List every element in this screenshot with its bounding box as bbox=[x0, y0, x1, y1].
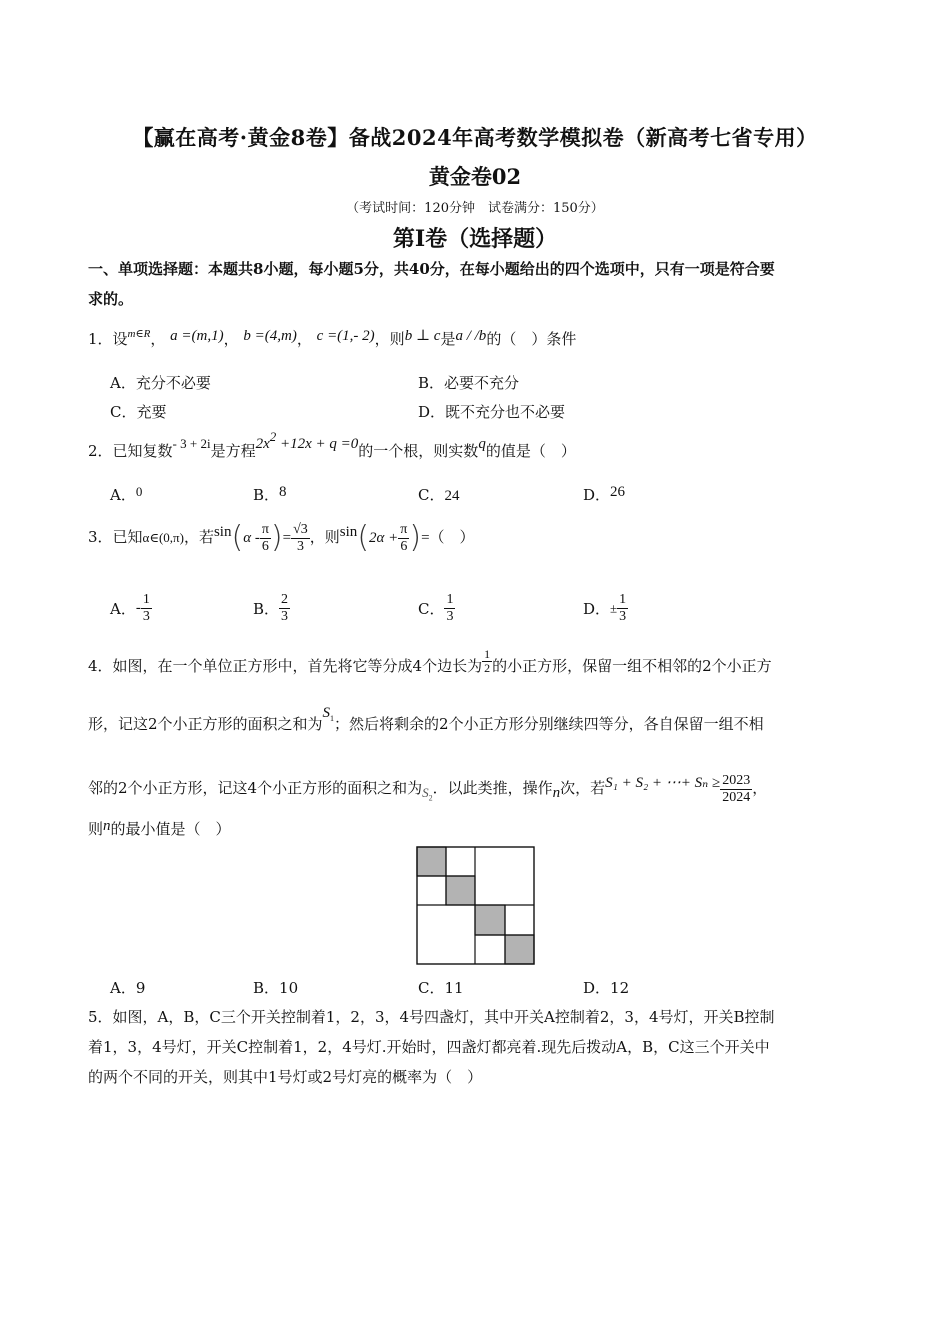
q3-pi-over-6-a: $\frac{\pi}{6}$ bbox=[261, 521, 269, 554]
q2-option-c[interactable]: C．24 bbox=[418, 486, 460, 504]
q1-then: ，则 bbox=[374, 330, 405, 348]
q3-sin1: sin bbox=[213, 524, 232, 540]
section-title: 第I卷（选择题） bbox=[392, 226, 558, 252]
shaded-square bbox=[505, 935, 534, 964]
question-2 bbox=[88, 429, 868, 463]
q3-pi-over-6-b: $\frac{\pi}{6}$ bbox=[400, 521, 408, 554]
q3-if: ，若 bbox=[183, 528, 214, 546]
q1-option-c[interactable]: C．充要 bbox=[110, 403, 167, 421]
q3-option-b[interactable]: B． $\frac{2}{3}$ bbox=[253, 592, 289, 624]
instructions-line1: 一、单项选择题：本题共8小题，每小题5分，共40分，在每小题给出的四个选项中，只有一项是符合要 bbox=[88, 260, 775, 278]
q3-sin2: sin bbox=[339, 524, 358, 540]
q4-option-c[interactable]: C．11 bbox=[418, 979, 464, 997]
exam-subtitle: 黄金卷02 bbox=[428, 164, 522, 189]
q3-expr2: 2α + bbox=[369, 530, 399, 546]
question-4-line3: 邻的2个小正方形，记这4个小正方形的面积之和为$S_2$．以此类推，操作n次，若S₁ + S₂ + ⋯+ Sₙ ≥ $\frac{2023}{2024}$ ， bbox=[88, 772, 768, 805]
q1-vector-a: a =(m,1) bbox=[170, 328, 224, 344]
q3-option-d[interactable]: D．± $\frac{1}{3}$ bbox=[583, 592, 627, 624]
q2-q: q bbox=[478, 436, 486, 452]
question-5-line1: 5．如图，A，B，C三个开关控制着1，2，3，4号四盏灯，其中开关A控制着2，3，4号灯，开关B控制 bbox=[88, 1008, 775, 1026]
shaded-square bbox=[475, 905, 505, 935]
exam-info: （考试时间：120分钟 试卷满分：150分） bbox=[346, 201, 604, 216]
q1-perp: b ⊥ c bbox=[404, 328, 441, 344]
question-4-line4: 则n的最小值是（ ） bbox=[88, 818, 231, 838]
q3-condition: α∈(0,π) bbox=[142, 530, 184, 545]
q4-option-a[interactable]: A．9 bbox=[110, 979, 146, 997]
q3-number: 3．已知 bbox=[88, 528, 143, 546]
q3-then: ，则 bbox=[309, 528, 340, 546]
q2-tail: 的值是（ ） bbox=[485, 442, 576, 460]
q1-is: 是 bbox=[440, 330, 456, 348]
q2-option-d[interactable]: D．26 bbox=[583, 484, 626, 504]
q4-s1: $S_1$ bbox=[322, 705, 335, 723]
q4-half: $\frac{1}{2}$ bbox=[484, 646, 491, 675]
q1-option-b[interactable]: B．必要不充分 bbox=[418, 374, 520, 392]
q4-sum: S₁ + S₂ + ⋯+ Sₙ ≥ bbox=[605, 775, 721, 791]
q1-option-a[interactable]: A．充分不必要 bbox=[110, 374, 211, 392]
question-5-line2: 着1，3，4号灯，开关C控制着1，2，4号灯.开始时，四盏灯都亮着.现先后拨动A，B，C这三个开关中 bbox=[88, 1038, 770, 1056]
question-3: 3．已知α∈(0,π)，若sin(α - $\frac{\pi}{6}$ )= $\frac{√3}{3}$ ，则sin(2α + $\frac{\pi}{6}$ )=（ ） bbox=[88, 520, 475, 555]
square-subdivision-figure bbox=[416, 846, 536, 966]
q3-option-a[interactable]: A．- $\frac{1}{3}$ bbox=[110, 592, 150, 624]
q3-expr1: α - bbox=[243, 530, 260, 546]
question-5-line3: 的两个不同的开关，则其中1号灯或2号灯亮的概率为（ ） bbox=[88, 1068, 483, 1086]
q1-number: 1．设 bbox=[88, 330, 128, 348]
instructions-line2: 求的。 bbox=[88, 290, 134, 308]
q2-number: 2．已知复数 bbox=[88, 442, 173, 460]
q4-ratio: $\frac{2023}{2024}$ bbox=[722, 772, 751, 805]
q4-option-b[interactable]: B．10 bbox=[253, 979, 299, 997]
q4-s2: $S_2$ bbox=[422, 785, 433, 803]
q2-option-b[interactable]: B．8 bbox=[253, 484, 287, 504]
q4-n: n bbox=[552, 785, 561, 801]
q1-vector-c: c =(1,- 2) bbox=[316, 328, 375, 344]
q1-parallel: a / /b bbox=[455, 328, 487, 344]
exam-title: 【赢在高考·黄金8卷】备战2024年高考数学模拟卷（新高考七省专用） bbox=[132, 125, 818, 150]
q2-mid: 是方程 bbox=[210, 442, 256, 460]
q1-tail: 的（ ）条件 bbox=[486, 330, 577, 348]
shaded-square bbox=[446, 876, 475, 905]
q2-complex: - 3 + 2i bbox=[172, 436, 211, 451]
shaded-square bbox=[417, 847, 446, 876]
q2-mid2: 的一个根，则实数 bbox=[358, 442, 479, 460]
q3-option-c[interactable]: C． $\frac{1}{3}$ bbox=[418, 592, 454, 624]
question-1: 1．设$^{m\in R}$， a =(m,1)， b =(4,m)， c =(1,- 2)，则b ⊥ c是a / /b的（ ）条件 bbox=[88, 328, 577, 348]
q3-blank: （ ） bbox=[429, 528, 475, 546]
q1-vector-b: b =(4,m) bbox=[243, 328, 297, 344]
question-4-line2: 形，记这2个小正方形的面积之和为$S_1$；然后将剩余的2个小正方形分别继续四等分，各自保留一组不相 bbox=[88, 705, 764, 733]
question-4-line1: 4．如图，在一个单位正方形中，首先将它等分成4个边长为 $\frac{1}{2}$ 的小正方形，保留一组不相邻的2个小正方 bbox=[88, 646, 772, 675]
q1-option-d[interactable]: D．既不充分也不必要 bbox=[418, 403, 566, 421]
q2-equation: 2x2 +12x + q =0 bbox=[255, 429, 359, 452]
q2-option-a[interactable]: A．0 bbox=[110, 484, 143, 504]
q4-option-d[interactable]: D．12 bbox=[583, 979, 630, 997]
q1-m-in-r: m∈R bbox=[127, 328, 151, 340]
q3-sqrt3-over-3: $\frac{√3}{3}$ bbox=[293, 521, 308, 554]
